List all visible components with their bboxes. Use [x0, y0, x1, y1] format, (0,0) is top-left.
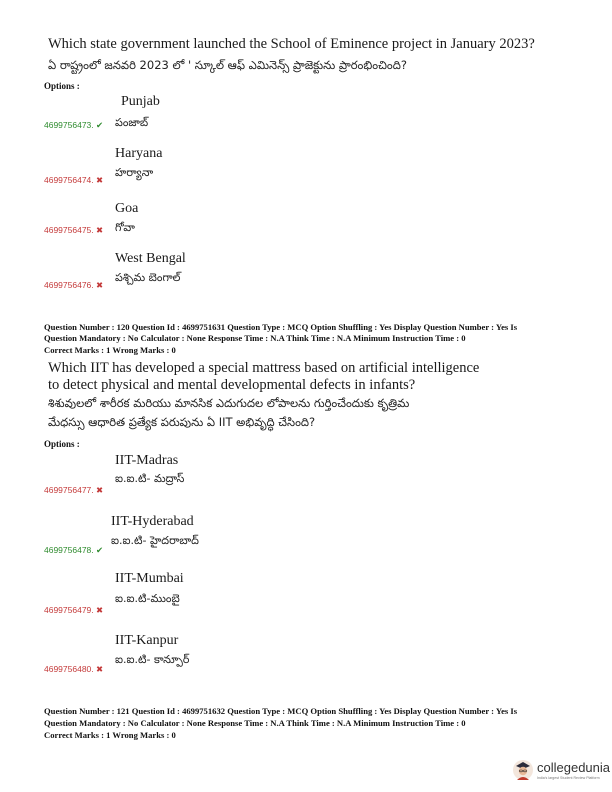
option-text-en: Goa: [115, 201, 139, 216]
question-text-en: Which IIT has developed a special mattress based on artificial intelligence: [48, 360, 480, 376]
option-text-en: West Bengal: [115, 251, 186, 266]
option-id: 4699756478. ✔: [44, 545, 104, 555]
option-id: 4699756474. ✖: [44, 175, 104, 185]
option-text-en: Haryana: [115, 146, 163, 161]
options-label: Options :: [44, 439, 80, 449]
question-marks: Correct Marks : 1 Wrong Marks : 0: [44, 345, 176, 355]
options-label: Options :: [44, 81, 80, 91]
question-text-te: మేధస్సు ఆధారిత ప్రత్యేక పరుపును ఏ IIT అభివృద్ధి చేసింది?: [48, 415, 316, 429]
student-avatar-icon: [513, 759, 533, 781]
check-icon: ✔: [96, 120, 104, 130]
option-text-te: ఐ.ఐ.టి- మద్రాస్: [115, 472, 185, 485]
option-id: 4699756479. ✖: [44, 605, 104, 615]
option-id: 4699756480. ✖: [44, 664, 104, 674]
question-meta: Question Number : 120 Question Id : 4699751631 Question Type : MCQ Option Shuffling : Yes Display Question Number : Yes Is: [44, 322, 518, 332]
question-text-te: శిశువులలో శారీరక మరియు మానసిక ఎదుగుదల లోపాలను గుర్తించేందుకు కృత్రిమ: [48, 396, 410, 410]
cross-icon: ✖: [96, 664, 104, 674]
option-text-en: Punjab: [121, 94, 160, 109]
option-text-te: ఐ.ఐ.టి- కాన్పూర్: [115, 653, 190, 666]
option-text-te: గోవా: [115, 221, 135, 234]
option-text-te: హర్యానా: [115, 166, 154, 179]
question-text-te: ఏ రాష్ట్రంలో జనవరి 2023 లో ' స్కూల్ ఆఫ్ ఎమినెన్స్ ప్రాజెక్టును ప్రారంభించింది?: [48, 58, 407, 72]
cross-icon: ✖: [96, 175, 104, 185]
option-id: 4699756475. ✖: [44, 225, 104, 235]
question-text-en: Which state government launched the School of Eminence project in January 2023?: [48, 36, 535, 52]
cross-icon: ✖: [96, 605, 104, 615]
cross-icon: ✖: [96, 225, 104, 235]
logo-name: collegedunia: [537, 760, 611, 775]
check-icon: ✔: [96, 545, 104, 555]
option-text-te: ఐ.ఐ.టి- హైదరాబాద్: [111, 534, 199, 547]
option-text-en: IIT-Mumbai: [115, 571, 184, 586]
option-id: 4699756476. ✖: [44, 280, 104, 290]
option-text-en: IIT-Madras: [115, 453, 179, 468]
option-text-te: పంజాబ్: [115, 116, 149, 129]
question-text-en: to detect physical and mental developmental defects in infants?: [48, 377, 416, 393]
option-id: 4699756477. ✖: [44, 485, 104, 495]
option-text-te: పశ్చిమ బెంగాల్: [115, 271, 181, 284]
question-meta: Question Mandatory : No Calculator : None Response Time : N.A Think Time : N.A Minimum Instruction Time : 0: [44, 718, 466, 728]
option-id: 4699756473. ✔: [44, 120, 104, 130]
question-meta: Question Number : 121 Question Id : 4699751632 Question Type : MCQ Option Shuffling : Yes Display Question Number : Yes Is: [44, 706, 518, 716]
option-text-en: IIT-Kanpur: [115, 633, 179, 648]
cross-icon: ✖: [96, 485, 104, 495]
option-text-te: ఐ.ఐ.టి-ముంబై: [115, 592, 180, 605]
question-meta: Question Mandatory : No Calculator : None Response Time : N.A Think Time : N.A Minimum Instruction Time : 0: [44, 333, 466, 343]
cross-icon: ✖: [96, 280, 104, 290]
logo-tagline: India's largest Student Review Platform: [537, 776, 600, 780]
option-text-en: IIT-Hyderabad: [111, 514, 194, 529]
question-marks: Correct Marks : 1 Wrong Marks : 0: [44, 730, 176, 740]
